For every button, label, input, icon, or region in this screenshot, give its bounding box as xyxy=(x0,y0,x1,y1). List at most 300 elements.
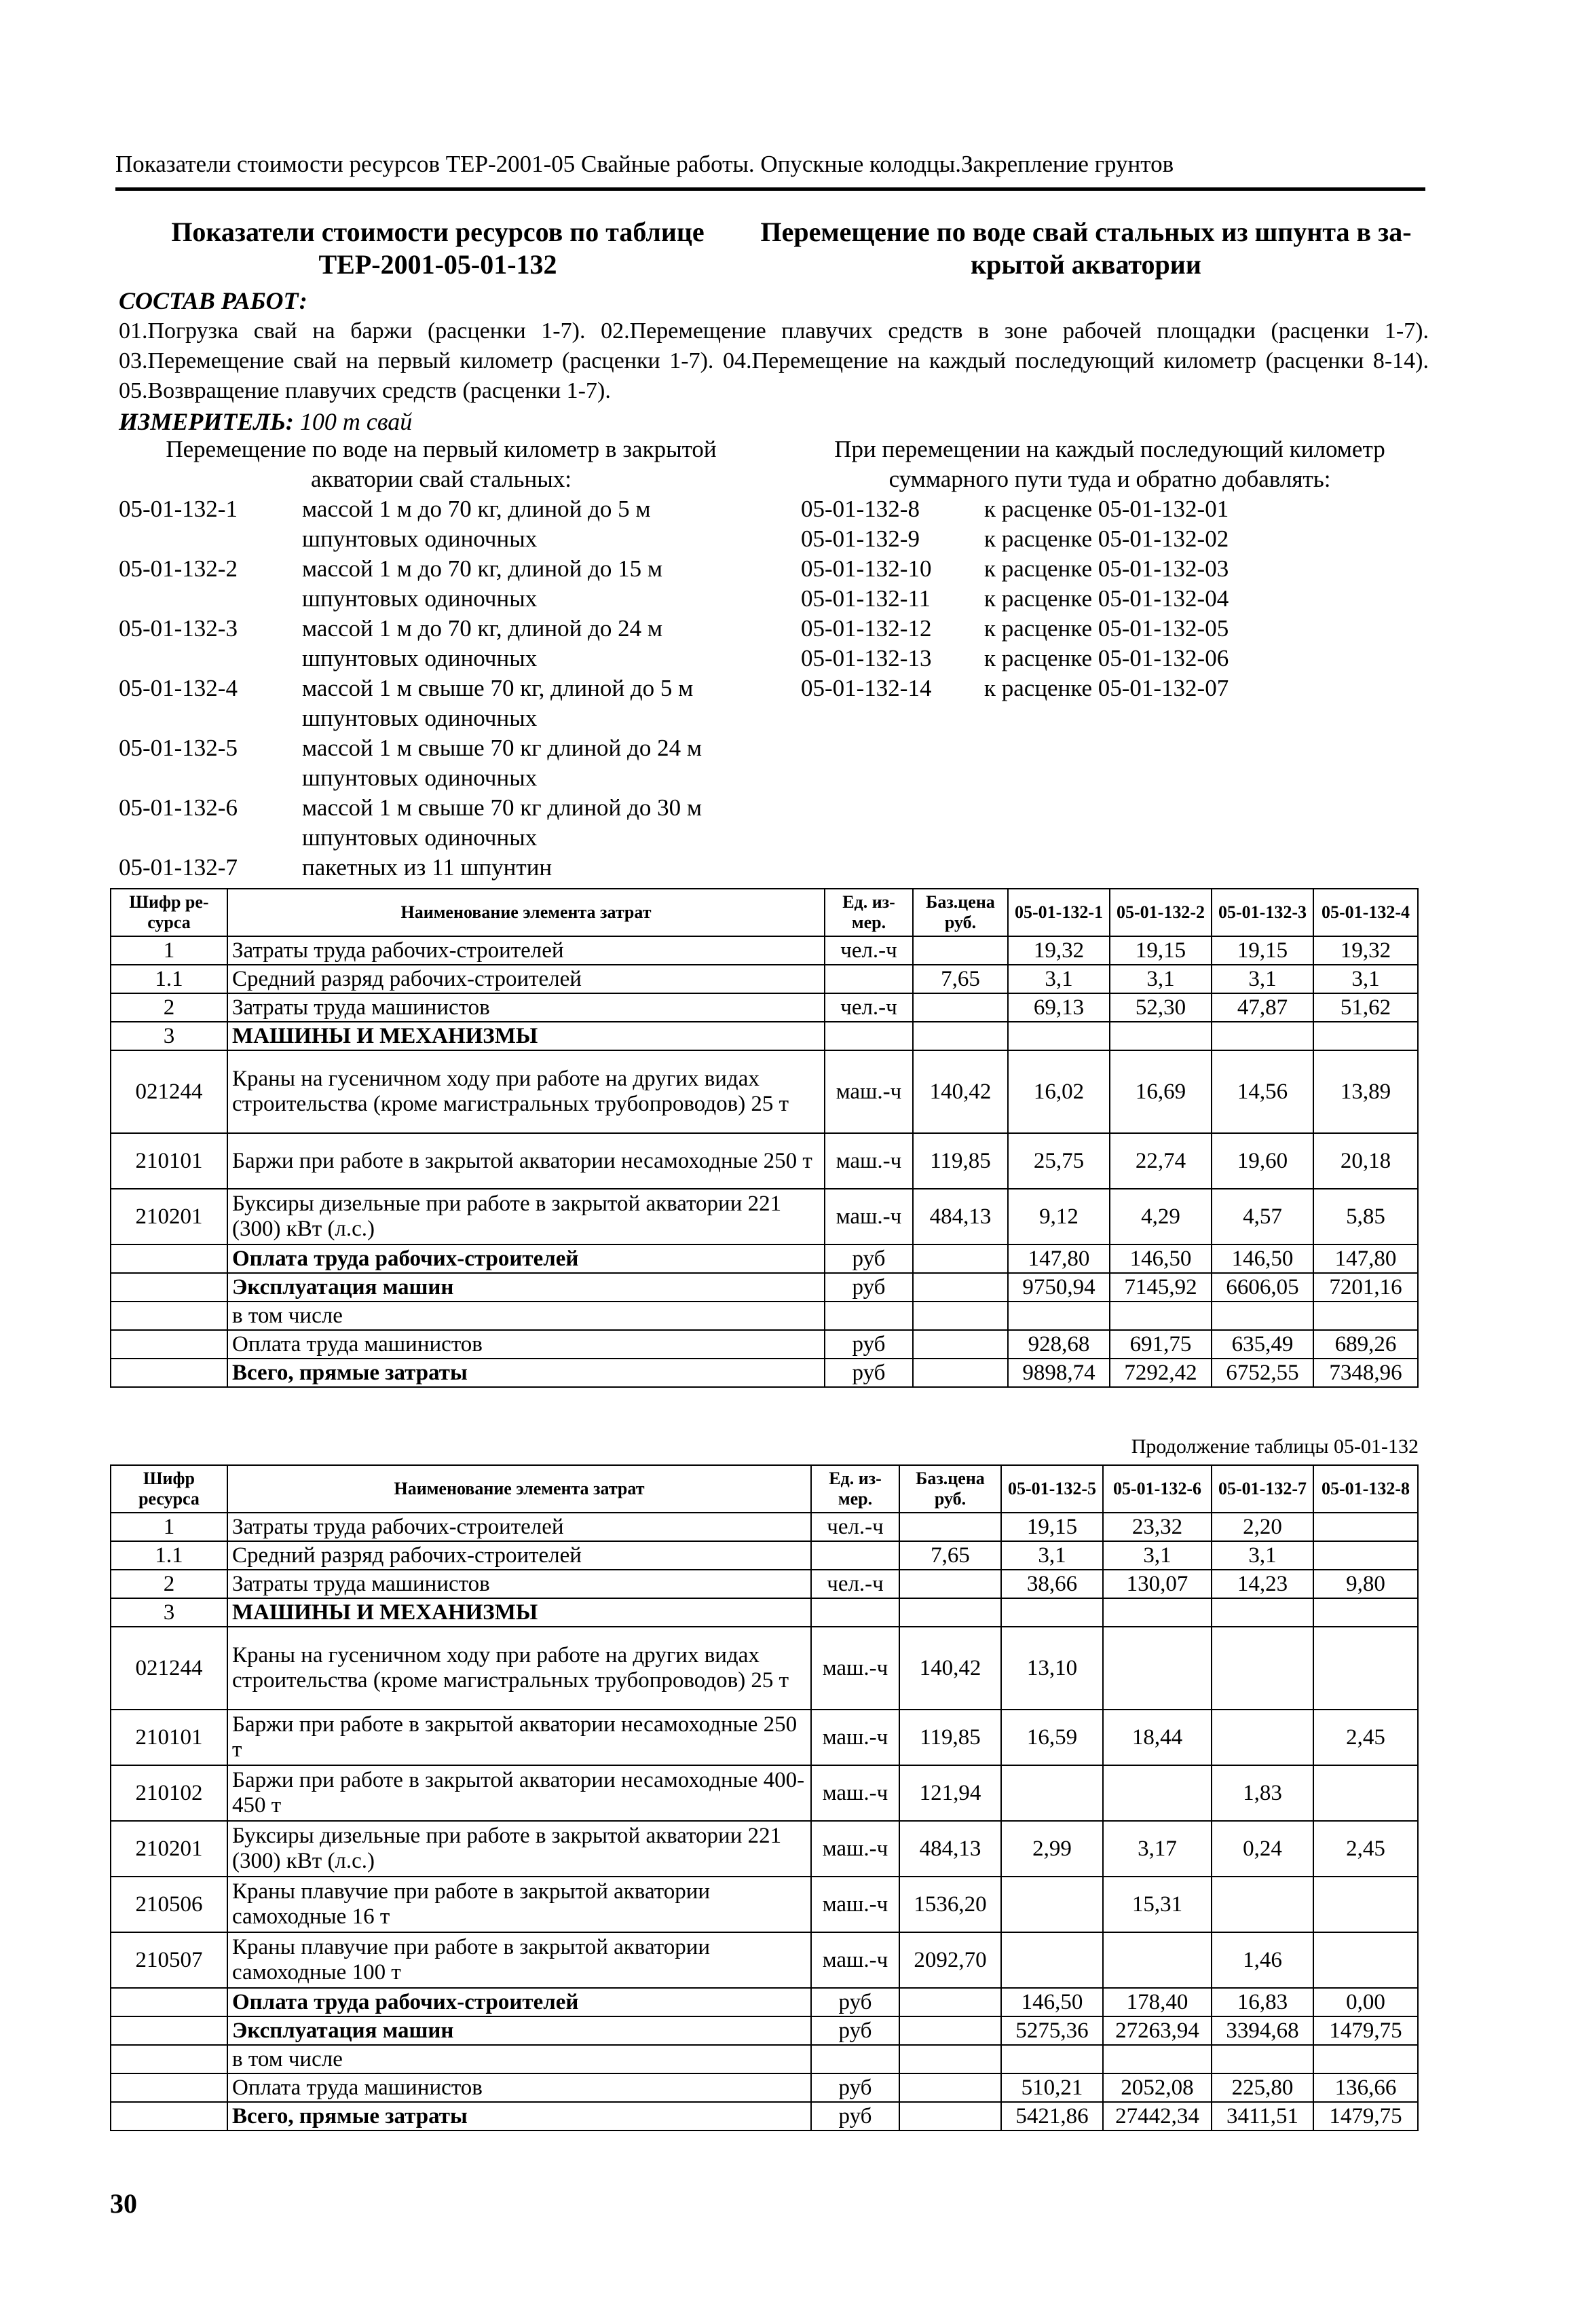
rate-value-cell xyxy=(1212,1598,1313,1627)
base-price-cell: 140,42 xyxy=(913,1050,1008,1133)
rate-description: к расценке 05-01-132-05 xyxy=(984,615,1229,642)
unit-cell: маш.-ч xyxy=(811,1765,899,1821)
rate-value-cell: 2,45 xyxy=(1313,1821,1418,1877)
rate-value-cell: 14,56 xyxy=(1212,1050,1313,1133)
resource-code-cell: 210101 xyxy=(111,1133,227,1189)
unit-cell: маш.-ч xyxy=(825,1133,913,1189)
resource-code-cell xyxy=(111,1988,227,2016)
title-left-line: Показатели стоимости ресурсов по таблице xyxy=(171,217,705,247)
resource-code-cell: 210101 xyxy=(111,1710,227,1765)
header-code: Шифр ресурса xyxy=(111,1465,227,1513)
table-header-row xyxy=(111,889,1418,936)
intro-left: Перемещение по воде на первый километр в закрытой акватории свай стальных: xyxy=(166,436,717,492)
resource-code-cell xyxy=(111,1302,227,1330)
unit-cell: руб xyxy=(811,1988,899,2016)
rate-value-cell: 3,1 xyxy=(1008,965,1110,993)
table-row xyxy=(111,1513,1418,1541)
table-row xyxy=(111,1570,1418,1598)
rate-value-cell: 27442,34 xyxy=(1103,2102,1212,2131)
base-price-cell xyxy=(913,1022,1008,1050)
table-row xyxy=(111,2073,1418,2102)
rate-value-cell xyxy=(1313,2045,1418,2073)
cost-element-cell: Буксиры дизельные при работе в закрытой акватории 221 (300) кВт (л.с.) xyxy=(227,1821,811,1877)
base-price-cell: 119,85 xyxy=(899,1710,1001,1765)
base-price-cell xyxy=(899,1988,1001,2016)
rate-value-cell: 146,50 xyxy=(1212,1244,1313,1273)
rate-code-row xyxy=(801,524,1412,554)
rate-value-cell: 4,57 xyxy=(1212,1189,1313,1244)
rate-value-cell: 3,1 xyxy=(1313,965,1418,993)
title-right-line: Перемещение по воде свай стальных из шпунта в за- xyxy=(760,217,1412,247)
rate-value-cell xyxy=(1212,2045,1313,2073)
rate-value-cell: 27263,94 xyxy=(1103,2016,1212,2045)
unit-cell: маш.-ч xyxy=(825,1050,913,1133)
cost-element-cell: Краны на гусеничном ходу при работе на других видах строительства (кроме магистральных трубопроводов) 25 т xyxy=(227,1627,811,1710)
rate-value-cell xyxy=(1212,1627,1313,1710)
header-rate: 05-01-132-6 xyxy=(1103,1465,1212,1513)
unit-cell: маш.-ч xyxy=(811,1877,899,1932)
unit-cell: маш.-ч xyxy=(811,1821,899,1877)
table-row xyxy=(111,1359,1418,1387)
rate-description: к расценке 05-01-132-02 xyxy=(984,525,1229,552)
rate-value-cell: 3,17 xyxy=(1103,1821,1212,1877)
rate-code: 05-01-132-11 xyxy=(801,585,931,612)
resource-code-cell xyxy=(111,1330,227,1359)
rate-value-cell: 4,29 xyxy=(1110,1189,1212,1244)
rate-value-cell: 16,83 xyxy=(1212,1988,1313,2016)
table-row xyxy=(111,1932,1418,1988)
rate-code: 05-01-132-12 xyxy=(801,615,932,642)
rate-code-row xyxy=(801,494,1412,524)
resource-code-cell xyxy=(111,2102,227,2131)
resource-code-cell: 021244 xyxy=(111,1050,227,1133)
rate-value-cell: 3394,68 xyxy=(1212,2016,1313,2045)
cost-element-cell: Затраты труда машинистов xyxy=(227,993,825,1022)
resource-code-cell: 210102 xyxy=(111,1765,227,1821)
cost-element-cell: Краны плавучие при работе в закрытой акватории самоходные 100 т xyxy=(227,1932,811,1988)
table-row xyxy=(111,1541,1418,1570)
header-name: Наименование элемента затрат xyxy=(227,889,825,936)
rate-value-cell xyxy=(1103,1627,1212,1710)
table-row xyxy=(111,993,1418,1022)
rate-value-cell: 52,30 xyxy=(1110,993,1212,1022)
header-rate: 05-01-132-8 xyxy=(1313,1465,1418,1513)
rate-value-cell: 5,85 xyxy=(1313,1189,1418,1244)
cost-element-cell: Баржи при работе в закрытой акватории несамоходные 250 т xyxy=(227,1133,825,1189)
rate-value-cell: 19,32 xyxy=(1008,936,1110,965)
rate-value-cell: 136,66 xyxy=(1313,2073,1418,2102)
rate-value-cell xyxy=(1212,1022,1313,1050)
rate-code-row xyxy=(119,793,764,853)
rate-value-cell xyxy=(1313,1541,1418,1570)
intro-right: При перемещении на каждый последующий километр суммарного пути туда и обратно добавлять: xyxy=(834,436,1385,492)
table-row xyxy=(111,1598,1418,1627)
rate-value-cell: 9,80 xyxy=(1313,1570,1418,1598)
cost-element-cell: Затраты труда рабочих-строителей xyxy=(227,936,825,965)
rate-value-cell: 19,15 xyxy=(1110,936,1212,965)
table-row xyxy=(111,1022,1418,1050)
rate-value-cell xyxy=(1313,1765,1418,1821)
unit-cell: руб xyxy=(811,2073,899,2102)
document-title-left xyxy=(115,216,760,281)
base-price-cell xyxy=(913,936,1008,965)
rate-code: 05-01-132-6 xyxy=(119,794,238,821)
resource-code-cell xyxy=(111,1359,227,1387)
rate-value-cell: 635,49 xyxy=(1212,1330,1313,1359)
rate-value-cell xyxy=(1103,1765,1212,1821)
rate-value-cell: 9750,94 xyxy=(1008,1273,1110,1302)
resource-code-cell: 210201 xyxy=(111,1189,227,1244)
rate-description: массой 1 м свыше 70 кг длиной до 24 м шпунтовых одиночных xyxy=(302,735,702,791)
base-price-cell xyxy=(899,1598,1001,1627)
rate-value-cell: 9,12 xyxy=(1008,1189,1110,1244)
base-price-cell xyxy=(899,1513,1001,1541)
unit-cell: руб xyxy=(825,1330,913,1359)
rate-code: 05-01-132-1 xyxy=(119,496,238,522)
rate-value-cell: 2,45 xyxy=(1313,1710,1418,1765)
rate-code: 05-01-132-8 xyxy=(801,496,920,522)
header-code: Шифр ре-сурса xyxy=(111,889,227,936)
rate-code: 05-01-132-5 xyxy=(119,735,238,761)
unit-cell xyxy=(825,1302,913,1330)
unit-line xyxy=(119,407,412,436)
rate-code-row xyxy=(801,644,1412,674)
resource-code-cell: 021244 xyxy=(111,1627,227,1710)
resource-code-cell: 3 xyxy=(111,1022,227,1050)
resource-code-cell xyxy=(111,2073,227,2102)
resource-code-cell: 210507 xyxy=(111,1932,227,1988)
rate-value-cell xyxy=(1110,1022,1212,1050)
rate-description: к расценке 05-01-132-03 xyxy=(984,555,1229,582)
rate-value-cell: 2,99 xyxy=(1001,1821,1103,1877)
rate-value-cell: 1,83 xyxy=(1212,1765,1313,1821)
cost-element-cell: Оплата труда рабочих-строителей xyxy=(227,1988,811,2016)
rate-codes-left xyxy=(119,494,764,883)
page-number: 30 xyxy=(110,2188,137,2219)
rate-value-cell: 147,80 xyxy=(1313,1244,1418,1273)
unit-value: 100 т свай xyxy=(299,408,413,435)
unit-cell: руб xyxy=(811,2102,899,2131)
rate-value-cell: 225,80 xyxy=(1212,2073,1313,2102)
resource-code-cell: 1.1 xyxy=(111,1541,227,1570)
rate-value-cell xyxy=(1008,1022,1110,1050)
cost-element-cell: в том числе xyxy=(227,2045,811,2073)
rate-code-row xyxy=(119,674,764,733)
rate-value-cell xyxy=(1001,1765,1103,1821)
base-price-cell: 7,65 xyxy=(913,965,1008,993)
title-right-line: крытой акватории xyxy=(971,249,1201,280)
base-price-cell: 121,94 xyxy=(899,1765,1001,1821)
unit-cell: маш.-ч xyxy=(811,1627,899,1710)
rate-value-cell: 7145,92 xyxy=(1110,1273,1212,1302)
rate-value-cell xyxy=(1103,1598,1212,1627)
header-rate: 05-01-132-5 xyxy=(1001,1465,1103,1513)
rate-value-cell: 3411,51 xyxy=(1212,2102,1313,2131)
resource-code-cell xyxy=(111,1244,227,1273)
rate-value-cell: 146,50 xyxy=(1110,1244,1212,1273)
header-price: Баз.цена руб. xyxy=(913,889,1008,936)
works-label: СОСТАВ РАБОТ: xyxy=(119,287,307,314)
resource-code-cell: 3 xyxy=(111,1598,227,1627)
rate-value-cell: 2052,08 xyxy=(1103,2073,1212,2102)
rate-value-cell: 1479,75 xyxy=(1313,2102,1418,2131)
unit-cell xyxy=(811,1541,899,1570)
rate-value-cell: 1,46 xyxy=(1212,1932,1313,1988)
rate-code: 05-01-132-9 xyxy=(801,525,920,552)
table-row xyxy=(111,965,1418,993)
table-row xyxy=(111,1627,1418,1710)
table-row xyxy=(111,1133,1418,1189)
table-row xyxy=(111,1189,1418,1244)
rate-value-cell: 5275,36 xyxy=(1001,2016,1103,2045)
cost-table-2 xyxy=(110,1464,1419,2131)
rate-value-cell xyxy=(1313,1598,1418,1627)
rate-description: массой 1 м свыше 70 кг, длиной до 5 м шпунтовых одиночных xyxy=(302,675,694,731)
rate-value-cell: 47,87 xyxy=(1212,993,1313,1022)
rate-value-cell: 20,18 xyxy=(1313,1133,1418,1189)
rate-value-cell: 23,32 xyxy=(1103,1513,1212,1541)
rate-value-cell: 19,15 xyxy=(1212,936,1313,965)
table-row xyxy=(111,1302,1418,1330)
rate-value-cell: 146,50 xyxy=(1001,1988,1103,2016)
base-price-cell xyxy=(913,1359,1008,1387)
rate-value-cell: 16,69 xyxy=(1110,1050,1212,1133)
header-rate: 05-01-132-3 xyxy=(1212,889,1313,936)
cost-element-cell: Оплата труда машинистов xyxy=(227,1330,825,1359)
rate-value-cell xyxy=(1001,1932,1103,1988)
unit-cell: руб xyxy=(811,2016,899,2045)
rate-value-cell: 25,75 xyxy=(1008,1133,1110,1189)
rate-code: 05-01-132-7 xyxy=(119,854,238,881)
table-row xyxy=(111,1244,1418,1273)
base-price-cell: 484,13 xyxy=(913,1189,1008,1244)
rate-value-cell: 19,60 xyxy=(1212,1133,1313,1189)
rate-code-row xyxy=(119,494,764,554)
table-row xyxy=(111,1821,1418,1877)
rate-value-cell: 7348,96 xyxy=(1313,1359,1418,1387)
unit-cell: маш.-ч xyxy=(811,1932,899,1988)
rate-value-cell xyxy=(1008,1302,1110,1330)
rate-value-cell: 13,10 xyxy=(1001,1627,1103,1710)
unit-cell xyxy=(811,2045,899,2073)
rate-value-cell: 7292,42 xyxy=(1110,1359,1212,1387)
rate-code-row xyxy=(801,554,1412,584)
cost-element-cell: Баржи при работе в закрытой акватории несамоходные 400-450 т xyxy=(227,1765,811,1821)
rate-code: 05-01-132-14 xyxy=(801,675,932,701)
unit-label: ИЗМЕРИТЕЛЬ: xyxy=(119,408,294,435)
rate-code: 05-01-132-3 xyxy=(119,615,238,642)
rate-value-cell xyxy=(1313,1877,1418,1932)
resource-code-cell: 1 xyxy=(111,1513,227,1541)
rate-value-cell: 1479,75 xyxy=(1313,2016,1418,2045)
rate-value-cell xyxy=(1001,2045,1103,2073)
rate-value-cell: 14,23 xyxy=(1212,1570,1313,1598)
table-row xyxy=(111,936,1418,965)
rate-value-cell xyxy=(1313,1022,1418,1050)
resource-code-cell xyxy=(111,1273,227,1302)
base-price-cell xyxy=(899,2016,1001,2045)
unit-cell xyxy=(825,965,913,993)
document-title-right xyxy=(736,216,1436,281)
rate-value-cell: 5421,86 xyxy=(1001,2102,1103,2131)
header-price: Баз.цена руб. xyxy=(899,1465,1001,1513)
rate-value-cell: 178,40 xyxy=(1103,1988,1212,2016)
cost-element-cell: МАШИНЫ И МЕХАНИЗМЫ xyxy=(227,1022,825,1050)
base-price-cell xyxy=(913,1244,1008,1273)
rate-description: массой 1 м до 70 кг, длиной до 24 м шпунтовых одиночных xyxy=(302,615,663,671)
rate-value-cell: 9898,74 xyxy=(1008,1359,1110,1387)
resource-code-cell: 210201 xyxy=(111,1821,227,1877)
rate-value-cell: 130,07 xyxy=(1103,1570,1212,1598)
rate-value-cell xyxy=(1103,2045,1212,2073)
table-row xyxy=(111,1988,1418,2016)
rate-value-cell: 22,74 xyxy=(1110,1133,1212,1189)
rate-description: пакетных из 11 шпунтин xyxy=(302,854,552,881)
rate-code: 05-01-132-13 xyxy=(801,645,932,671)
cost-element-cell: Эксплуатация машин xyxy=(227,1273,825,1302)
base-price-cell xyxy=(913,993,1008,1022)
unit-cell: руб xyxy=(825,1244,913,1273)
rate-value-cell: 38,66 xyxy=(1001,1570,1103,1598)
rate-value-cell: 6606,05 xyxy=(1212,1273,1313,1302)
base-price-cell: 7,65 xyxy=(899,1541,1001,1570)
table-row xyxy=(111,1877,1418,1932)
table-row xyxy=(111,2045,1418,2073)
base-price-cell: 119,85 xyxy=(913,1133,1008,1189)
cost-element-cell: Баржи при работе в закрытой акватории несамоходные 250 т xyxy=(227,1710,811,1765)
rate-value-cell xyxy=(1001,1598,1103,1627)
unit-cell: маш.-ч xyxy=(811,1710,899,1765)
table-row xyxy=(111,1765,1418,1821)
cost-element-cell: Затраты труда машинистов xyxy=(227,1570,811,1598)
rate-value-cell: 689,26 xyxy=(1313,1330,1418,1359)
rate-value-cell: 3,1 xyxy=(1103,1541,1212,1570)
cost-element-cell: Средний разряд рабочих-строителей xyxy=(227,1541,811,1570)
rate-value-cell: 6752,55 xyxy=(1212,1359,1313,1387)
rate-value-cell: 147,80 xyxy=(1008,1244,1110,1273)
rate-description: к расценке 05-01-132-01 xyxy=(984,496,1229,522)
header-rate: 05-01-132-2 xyxy=(1110,889,1212,936)
base-price-cell xyxy=(899,2073,1001,2102)
resource-code-cell: 1.1 xyxy=(111,965,227,993)
running-header: Показатели стоимости ресурсов ТЕР-2001-05 Свайные работы. Опускные колодцы.Закрепление грунтов xyxy=(115,151,1425,191)
rate-code: 05-01-132-2 xyxy=(119,555,238,582)
rate-description: к расценке 05-01-132-07 xyxy=(984,675,1229,701)
rate-value-cell: 0,00 xyxy=(1313,1988,1418,2016)
base-price-cell xyxy=(899,2102,1001,2131)
rate-value-cell: 18,44 xyxy=(1103,1710,1212,1765)
base-price-cell: 1536,20 xyxy=(899,1877,1001,1932)
header-rate: 05-01-132-7 xyxy=(1212,1465,1313,1513)
rate-value-cell: 928,68 xyxy=(1008,1330,1110,1359)
rate-value-cell: 691,75 xyxy=(1110,1330,1212,1359)
table-row xyxy=(111,1710,1418,1765)
table-row xyxy=(111,1050,1418,1133)
rate-value-cell: 0,24 xyxy=(1212,1821,1313,1877)
cost-table-1 xyxy=(110,888,1419,1388)
base-price-cell xyxy=(899,2045,1001,2073)
rate-value-cell: 16,02 xyxy=(1008,1050,1110,1133)
cost-element-cell: в том числе xyxy=(227,1302,825,1330)
cost-element-cell: Затраты труда рабочих-строителей xyxy=(227,1513,811,1541)
cost-element-cell: Краны плавучие при работе в закрытой акватории самоходные 16 т xyxy=(227,1877,811,1932)
unit-cell: чел.-ч xyxy=(825,936,913,965)
resource-code-cell: 1 xyxy=(111,936,227,965)
base-price-cell xyxy=(913,1273,1008,1302)
rate-value-cell: 510,21 xyxy=(1001,2073,1103,2102)
resource-code-cell xyxy=(111,2045,227,2073)
rate-value-cell: 16,59 xyxy=(1001,1710,1103,1765)
rate-code-row xyxy=(119,853,764,883)
unit-cell xyxy=(825,1022,913,1050)
rate-value-cell: 19,32 xyxy=(1313,936,1418,965)
header-rate: 05-01-132-4 xyxy=(1313,889,1418,936)
cost-element-cell: Оплата труда рабочих-строителей xyxy=(227,1244,825,1273)
rate-value-cell xyxy=(1313,1627,1418,1710)
rate-code-row xyxy=(119,733,764,793)
table-row xyxy=(111,1330,1418,1359)
table-row xyxy=(111,1273,1418,1302)
cost-element-cell: Буксиры дизельные при работе в закрытой акватории 221 (300) кВт (л.с.) xyxy=(227,1189,825,1244)
rate-code-row xyxy=(119,554,764,614)
rate-value-cell xyxy=(1212,1302,1313,1330)
resource-code-cell xyxy=(111,2016,227,2045)
rate-value-cell: 19,15 xyxy=(1001,1513,1103,1541)
unit-cell xyxy=(811,1598,899,1627)
table-continued-label: Продолжение таблицы 05-01-132 xyxy=(1131,1435,1419,1458)
rate-value-cell: 3,1 xyxy=(1110,965,1212,993)
rate-value-cell: 2,20 xyxy=(1212,1513,1313,1541)
rate-value-cell xyxy=(1001,1877,1103,1932)
cost-element-cell: Краны на гусеничном ходу при работе на других видах строительства (кроме магистральных трубопроводов) 25 т xyxy=(227,1050,825,1133)
rate-code-row xyxy=(801,584,1412,614)
rate-value-cell: 51,62 xyxy=(1313,993,1418,1022)
base-price-cell xyxy=(913,1302,1008,1330)
unit-cell: чел.-ч xyxy=(811,1513,899,1541)
rate-value-cell: 3,1 xyxy=(1001,1541,1103,1570)
cost-element-cell: МАШИНЫ И МЕХАНИЗМЫ xyxy=(227,1598,811,1627)
rate-value-cell xyxy=(1103,1932,1212,1988)
resource-code-cell: 2 xyxy=(111,993,227,1022)
unit-cell: чел.-ч xyxy=(825,993,913,1022)
cost-element-cell: Эксплуатация машин xyxy=(227,2016,811,2045)
header-unit: Ед. из-мер. xyxy=(825,889,913,936)
rate-value-cell xyxy=(1110,1302,1212,1330)
rate-code-row xyxy=(801,674,1412,703)
rate-value-cell xyxy=(1313,1932,1418,1988)
base-price-cell xyxy=(913,1330,1008,1359)
rate-code-row xyxy=(119,614,764,674)
rate-code: 05-01-132-4 xyxy=(119,675,238,701)
table-header-row xyxy=(111,1465,1418,1513)
rate-value-cell: 3,1 xyxy=(1212,965,1313,993)
rate-value-cell: 7201,16 xyxy=(1313,1273,1418,1302)
rate-description: массой 1 м свыше 70 кг длиной до 30 м шпунтовых одиночных xyxy=(302,794,702,851)
rate-description: к расценке 05-01-132-06 xyxy=(984,645,1229,671)
unit-cell: руб xyxy=(825,1359,913,1387)
header-name: Наименование элемента затрат xyxy=(227,1465,811,1513)
header-unit: Ед. из-мер. xyxy=(811,1465,899,1513)
rate-value-cell xyxy=(1313,1513,1418,1541)
cost-element-cell: Всего, прямые затраты xyxy=(227,2102,811,2131)
unit-cell: маш.-ч xyxy=(825,1189,913,1244)
rate-code: 05-01-132-10 xyxy=(801,555,932,582)
table-row xyxy=(111,2102,1418,2131)
base-price-cell: 2092,70 xyxy=(899,1932,1001,1988)
rate-description: массой 1 м до 70 кг, длиной до 15 м шпунтовых одиночных xyxy=(302,555,663,612)
table-row xyxy=(111,2016,1418,2045)
works-description: 01.Погрузка свай на баржи (расценки 1-7). 02.Перемещение плавучих средств в зоне рабочей площадки (расценки 1-7). 03.Перемещение свай на первый километр (расценки 1-7). 04.Перемещение на каждый последующий километр (расценки 8-14). 05.Возвращение плавучих средств (расценки 1-7). xyxy=(119,318,1429,403)
